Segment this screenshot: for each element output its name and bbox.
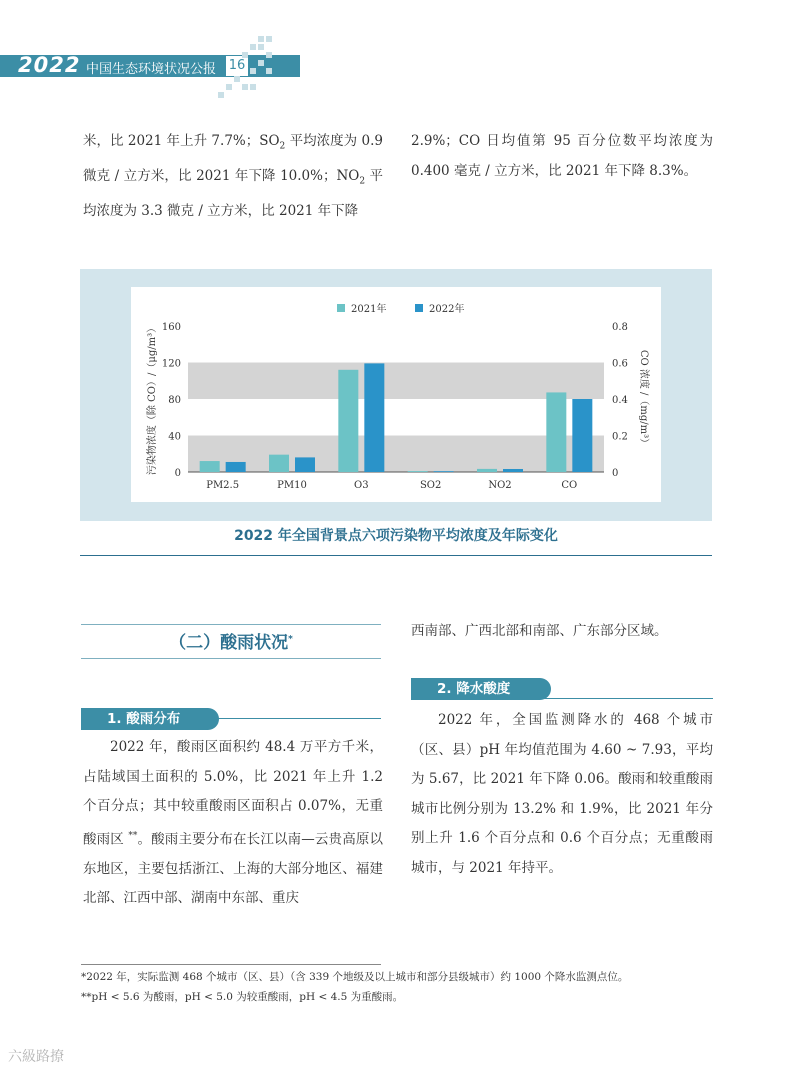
- grid-band: [188, 363, 604, 400]
- legend-swatch: [415, 304, 423, 312]
- category-label: PM2.5: [206, 480, 240, 491]
- y-tick-label: 160: [161, 322, 181, 333]
- subheading-acid-rain-distribution: 1. 酸雨分布: [81, 708, 219, 730]
- y-tick-label: 0: [174, 468, 181, 479]
- footnote-1: *2022 年，实际监测 468 个城市（区、县）（含 339 个地级及以上城市和部分县级城市）约 1000 个降水监测点位。: [81, 971, 629, 983]
- section-rule-bottom: [81, 658, 381, 659]
- top-left-paragraph: 米，比 2021 年上升 7.7%；$SO_2$ 平均浓度为 0.9 微克 / 立方米，比 2021 年下降 10.0%；$NO_2$ 平均浓度为 3.3 微克 / 立方米，比 2021 年下降: [83, 133, 383, 220]
- header-title: 中国生态环境状况公报: [86, 62, 217, 77]
- y2-tick-label: 0.2: [612, 431, 628, 443]
- header-year: 2022: [18, 53, 81, 77]
- bar-O3-2022年: [364, 363, 384, 472]
- bar-PM2.5-2021年: [200, 461, 220, 472]
- y2-axis-label: CO 浓度 /（mg/m³）: [638, 349, 649, 449]
- page-number: 16: [226, 56, 248, 76]
- watermark: 六級路撩: [8, 1049, 64, 1065]
- footnote-2: **pH < 5.6 为酸雨，pH < 5.0 为较重酸雨，pH < 4.5 为重酸雨。: [81, 991, 404, 1003]
- y-tick-label: 120: [161, 358, 181, 370]
- right-continuation-paragraph: 西南部、广西北部和南部、广东部分区域。: [411, 623, 668, 639]
- y-tick-label: 40: [168, 431, 181, 443]
- subheading-precipitation-acidity: 2. 降水酸度: [411, 678, 551, 700]
- bar-PM2.5-2022年: [226, 462, 246, 472]
- bar-PM10-2021年: [269, 455, 289, 472]
- y2-tick-label: 0: [612, 468, 619, 479]
- category-label: CO: [561, 480, 578, 491]
- bar-CO-2021年: [546, 392, 566, 472]
- precipitation-acidity-paragraph: 2022 年，全国监测降水的 468 个城市（区、县）pH 年均值范围为 4.60 ~ 7.93，平均为 5.67，比 2021 年下降 0.06。酸雨和较重酸雨城市比例分别为 13.2% 和 1.9%，比 2021 年分别上升 1.6 个百分点和 0.6 个百分点；无重酸雨城市，与 2021 年持平。: [411, 712, 713, 876]
- category-label: NO2: [488, 480, 512, 491]
- footnote-rule: [81, 964, 381, 965]
- acid-rain-distribution-paragraph: 2022 年，酸雨区面积约 48.4 万平方千米，占陆域国土面积的 5.0%，比 2021 年上升 1.2 个百分点；其中较重酸雨区面积占 0.07%，无重酸雨区 **。酸雨主要分布在长江以南—云贵高原以东地区，主要包括浙江、上海的大部分地区、福建北部、江西中部、湖南中东部、重庆: [83, 739, 383, 906]
- y-axis-label: 污染物浓度（除 CO）/（μg/m³）: [147, 322, 158, 476]
- y-tick-label: 80: [168, 395, 181, 406]
- grid-band: [188, 436, 604, 473]
- legend-label: 2022年: [429, 304, 465, 315]
- y2-tick-label: 0.4: [612, 395, 628, 406]
- y2-tick-label: 0.8: [612, 322, 628, 333]
- section-title: （二）酸雨状况*: [169, 633, 293, 653]
- bar-SO2-2022年: [434, 471, 454, 472]
- chart-caption: 2022 年全国背景点六项污染物平均浓度及年际变化: [234, 528, 558, 544]
- bar-CO-2022年: [572, 399, 592, 472]
- category-label: O3: [354, 480, 369, 491]
- bar-SO2-2021年: [408, 471, 428, 472]
- bar-O3-2021年: [338, 370, 358, 472]
- section-rule-top: [81, 624, 381, 625]
- chart-area: [131, 287, 661, 502]
- legend-swatch: [337, 304, 345, 312]
- bar-PM10-2022年: [295, 457, 315, 472]
- bar-NO2-2022年: [503, 469, 523, 472]
- caption-divider: [80, 555, 712, 556]
- top-right-paragraph: 2.9%；CO 日均值第 95 百分位数平均浓度为 0.400 毫克 / 立方米，比 2021 年下降 8.3%。: [411, 133, 713, 179]
- category-label: SO2: [419, 480, 442, 491]
- y2-tick-label: 0.6: [612, 358, 628, 370]
- pollutant-bar-chart: [131, 287, 661, 502]
- category-label: PM10: [277, 480, 307, 491]
- bar-NO2-2021年: [477, 469, 497, 472]
- legend-label: 2021年: [351, 304, 387, 315]
